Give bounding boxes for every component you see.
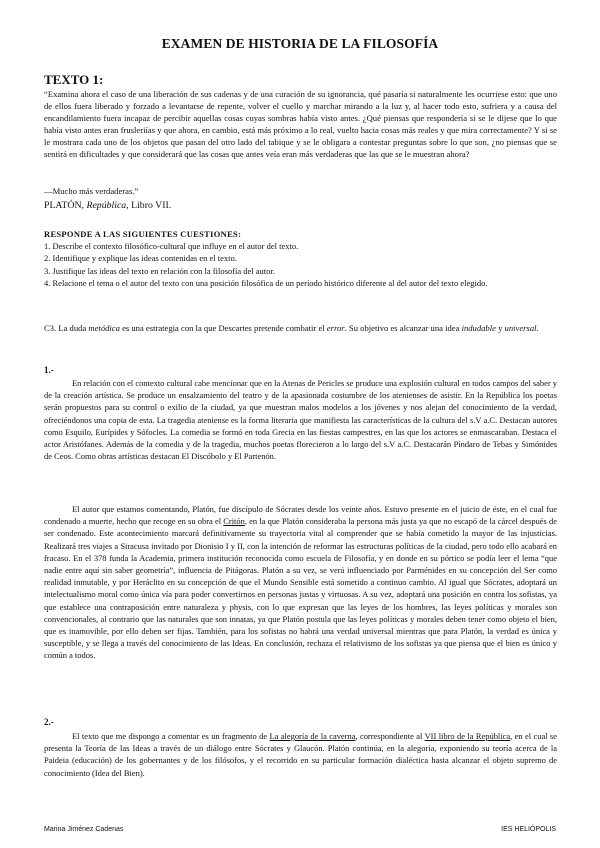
questions-block <box>44 228 557 289</box>
questions-heading-colon: : <box>238 229 242 239</box>
texto-heading: TEXTO 1: <box>44 72 104 87</box>
answer-1-paragraph-1: En relación con el contexto cultural cabe mencionar que en la Atenas de Pericles se produce una explosión cultural en todos campos del saber y de la creación artística. Se produce un ensalzamiento del teatro y de la apasionada costumbre de los atenienses de asistir. En la República los poetas serán propuestos para su control o exilio de la ciudad, ya que muestran malos modelos a los jóvenes y nos alejan del conocimiento de la verdad, ofreciéndonos una copia de esta. La tragedia ateniense es la forma literaria que manifiesta las características de la cultura del s.V a.C. Destacan autores como Esquilo, Eurípides y Sófocles. La comedia se formó en toda Grecia en las fiestas campestres, en las que los actores se enmascaraban. Destaca el actor Aristófanes. Además de la comedia y de la tragedia, muchos poetas florecieron a lo largo del s.V a.C. Destacarán Píndaro de Tebas y Simónides de Ceos. Como obras artísticas destacan El Discóbolo y El Partenón. <box>44 378 557 462</box>
c3-text: C3. La duda <box>44 323 89 333</box>
question-item: 1. Describe el contexto filosófico-cultural que influye en el autor del texto. <box>44 241 299 252</box>
questions-heading-text: RESPONDE A LAS SIGUIENTES CUESTIONES <box>44 229 239 239</box>
answer-2-text: , correspondiente al <box>355 731 425 741</box>
question-item: 3. Justifique las ideas del texto en relación con la filosofía del autor. <box>44 265 275 276</box>
questions-heading <box>44 228 557 240</box>
c3-text: es una estrategia con la que Descartes pretende combatir el <box>119 323 327 333</box>
question-item: 2. Identifique y explique las ideas contenidas en el texto. <box>44 253 237 264</box>
answer-2-label: 2.- <box>44 717 54 727</box>
c3-error: error <box>326 323 345 333</box>
answer-1-paragraph-2 <box>44 503 557 662</box>
criton-reference: Critón <box>223 516 245 527</box>
reference-book: , Libro VII. <box>126 200 172 211</box>
reference-author: PLATÓN, <box>44 200 87 211</box>
answer-2-paragraph <box>44 730 557 779</box>
alegoria-reference: La alegoría de la caverna <box>269 731 356 741</box>
quote-reply: —Mucho más verdaderas.” <box>44 186 139 196</box>
c3-statement <box>44 322 557 335</box>
c3-text: . <box>536 323 539 333</box>
c3-universal: universal <box>504 323 537 333</box>
question-item: 4. Relacione el tema o el autor del texto con una posición filosófica de un período histórico diferente al del autor del texto elegido. <box>44 277 488 288</box>
c3-metodica: metódica <box>88 323 120 333</box>
footer-school: IES HELIÓPOLIS <box>501 826 556 833</box>
c3-text: y <box>495 323 505 333</box>
libro-reference: VII libro de la República <box>424 731 511 741</box>
answer-2-text: , en el cual se presenta la Teoría de las Ideas a través de un diálogo entre Sócrates y Glaucón. Platón continúa, en la alegoría, exponiendo su teoría acerca de la Paideia (educación) de los gobernantes y de los filósofos, y el recorrido en su particular formación dialéctica hasta alcanzar el objeto supremo de conocimiento (Idea del Bien). <box>44 731 557 778</box>
footer-author: Marina Jiménez Cadenas <box>44 826 124 833</box>
page-title: EXAMEN DE HISTORIA DE LA FILOSOFÍA <box>161 36 439 51</box>
answer-2-text: El texto que me dispongo a comentar es un fragmento de <box>72 731 270 741</box>
answer-1-label: 1.- <box>44 365 54 375</box>
reference-work: República <box>86 200 127 211</box>
answer-1-text: El autor que estamos comentando, Platón, fue discípulo de Sócrates desde los veinte años. Estuvo presente en el juicio de éste, en el cual fue condenado a muerte, hecho que recoge en su obra el <box>44 504 557 527</box>
c3-text: . Su objetivo es alcanzar una idea <box>344 323 462 333</box>
answer-1-text: , en la que Platón consideraba la persona más justa ya que no escapó de la cárcel después de ser condenado. Este acontecimiento marcará definitivamente su trayectoria vital al comprender que se había cometido la mayor de las injusticias. Realizará tres viajes a Siracusa invitado por Dionisio I y II, con la intención de reformar las estructuras políticas de la ciudad, pero todo ello acabará en fracaso. En el 378 funda la Academia, primera institución reconocida como escuela de Filosofía, y en donde en su pórtico se podía leer el lema “que nadie entre aquí sin saber geometría”, influencia de Pitágoras. Platón a su vez, se verá influenciado por Parménides en su concepción del Ser como realidad inmutable, y por Heráclito en su concepción de que el Mundo Sensible está sometido a continuo cambio. Al igual que Sócrates, adoptará un intelectualismo moral como única vía para poder convertirnos en personas justas y virtuosas. A su vez, adoptará una posición en contra los sofistas, ya que establece una contraposición entre naturaleza y physis, con lo que expresan que las leyes de los hombres, las leyes políticas y morales son convencionales, al contrario que las naturales que son innatas, ya que Platón postula que las leyes políticas y morales deben tener como objeto el bien, que es inamovible, por ello deben ser fijas. También, para los sofistas no habrá una verdad universal mientras que para Platón, la verdad es única y susceptible, y se llega a través del conocimiento de las Ideas. En conclusión, rechaza el relativismo de los sofistas ya que piensa que el bien es único y común a todos. <box>44 516 557 661</box>
quote-reference <box>44 200 171 211</box>
quote-paragraph: “Examina ahora el caso de una liberación de sus cadenas y de una curación de su ignorancia, qué pasaría si naturalmente les ocurriese esto: que uno de ellos fuera liberado y forzado a levantarse de repente, volver el cuello y marchar mirando a la luz y, al hacer todo esto, sufriera y a causa del encandilamiento fuera incapaz de percibir aquellas cosas cuyas sombras había visto antes. ¿Qué piensas que respondería si se le dijese que lo que había visto antes eran frusleriías y que ahora, en cambio, está más próximo a lo real, vuelto hacia cosas más reales y que mira correctamente? Y si se le mostrara cada uno de los objetos que pasan del otro lado del tabique y se le obligara a contestar preguntas sobre lo que son, ¿no piensas que se sentirá en dificultades y que considerará que las cosas que antes veía eran más verdaderas que las que se le muestran ahora? <box>44 89 557 160</box>
c3-indudable: indudable <box>461 323 496 333</box>
